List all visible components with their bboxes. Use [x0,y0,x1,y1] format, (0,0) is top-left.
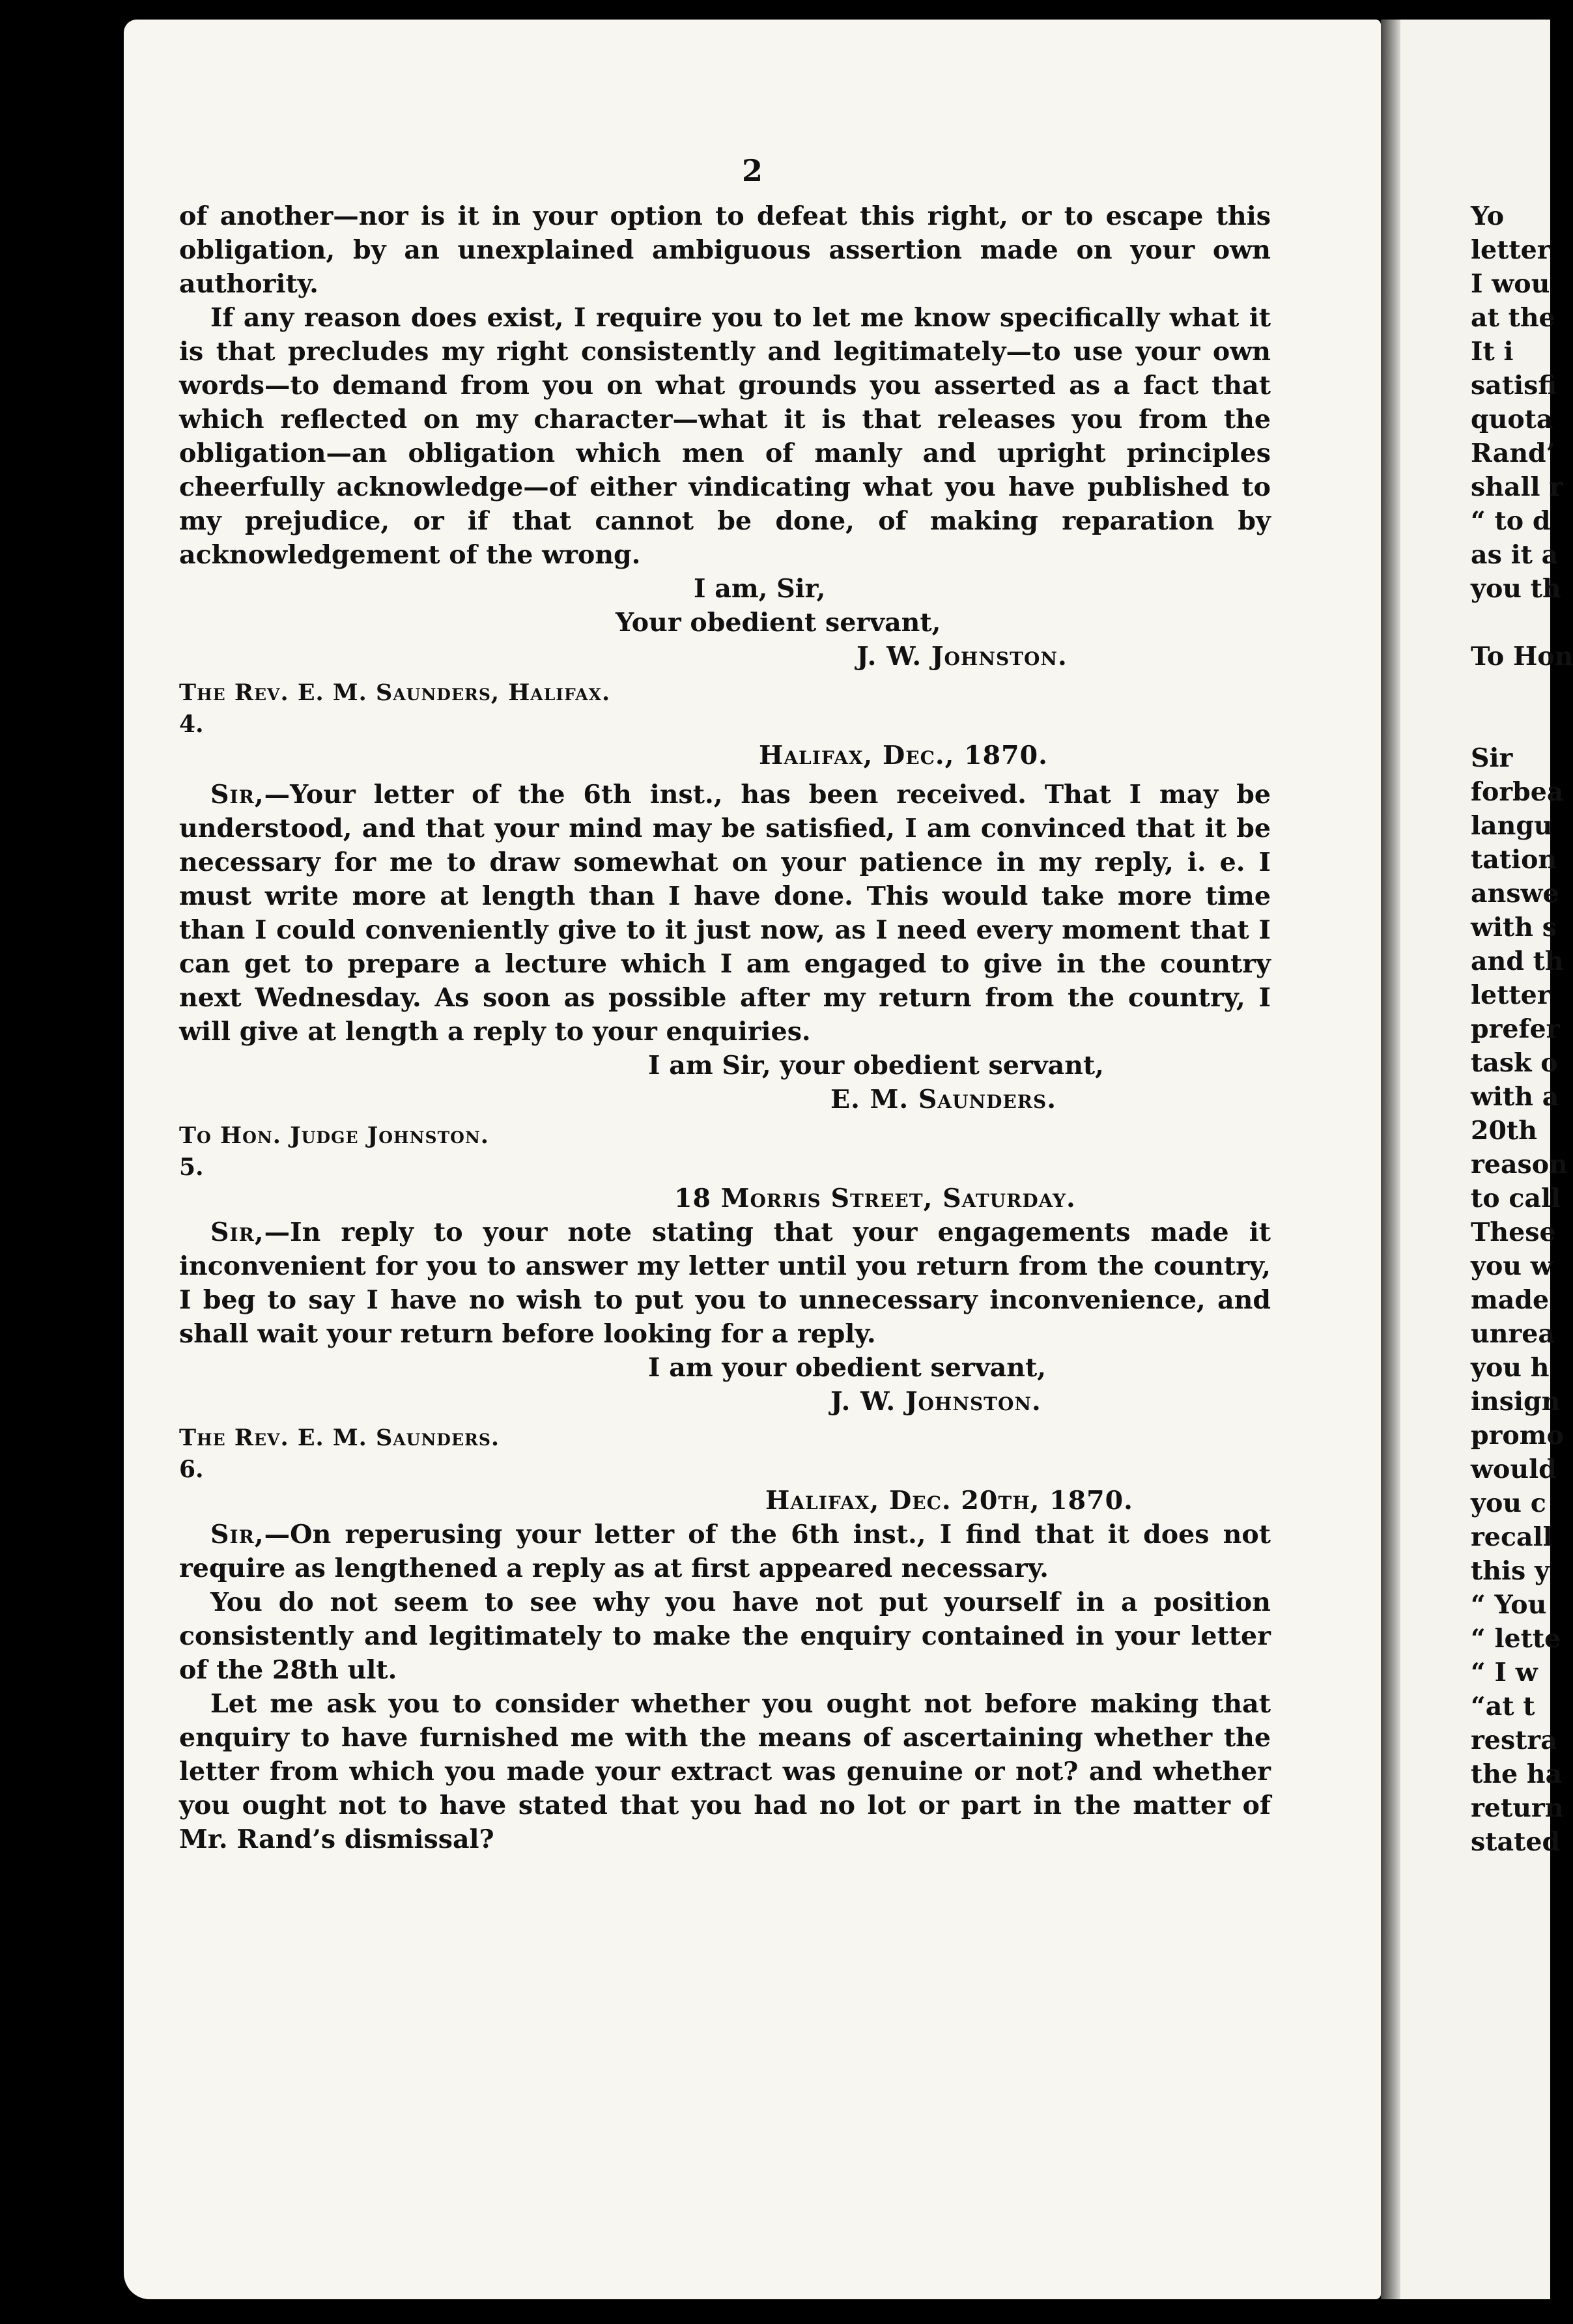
facing-page-line: letter [1471,235,1551,265]
facing-page-line: would [1471,1454,1557,1484]
facing-page-line: reason [1471,1150,1568,1180]
dateline: 18 Morris Street, Saturday. [674,1183,1076,1213]
letter-body-text: —On reperusing your letter of the 6th inst., I find that it does not require as lengthened a reply as at first appeared necessary. [179,1520,1271,1583]
facing-page-line: you th [1471,574,1561,604]
addressee: To Hon. Judge Johnston. [179,1122,489,1149]
facing-page-line: shall r [1471,472,1563,502]
paragraph-if: If any reason does exist, I require you to let me know specifically what it is that precludes my right consistently and legitimately—to use your own words—to demand from you on what grounds you asserted as a fact that which reflected on my character—what it is that releases you from the obligation—an obligation which men of manly and upright principles cheerfully acknowledge—of either vindicating what you have published to my prejudice, or if that cannot be done, of making reparation by acknowledgement of the wrong. [179,303,1271,570]
facing-page-line: insign [1471,1387,1561,1417]
salutation: Sir, [210,1520,264,1550]
book-gutter [1381,20,1400,2299]
facing-page-line: letter [1471,980,1551,1010]
letter-number: 4. [179,711,204,738]
facing-page-line: you w [1471,1251,1553,1281]
closing-line: Your obedient servant, [616,608,941,638]
facing-page-line: stated [1471,1827,1561,1857]
dateline: Halifax, Dec. 20th, 1870. [765,1486,1133,1516]
letter-body: You do not seem to see why you have not put yourself in a position consistently and legitimately to make the enquiry contained in your letter of the 28th ult. [179,1587,1271,1685]
facing-page-line: with s [1471,913,1557,942]
letter-body [179,778,1271,1049]
closing-line: I am your obedient servant, [648,1353,1046,1383]
facing-page-line: promo [1471,1421,1564,1451]
facing-page-line: return [1471,1793,1564,1823]
facing-page-line: quota [1471,404,1553,434]
facing-page-line: made [1471,1285,1550,1315]
facing-page-line: “ You [1471,1590,1547,1620]
letter-body: Let me ask you to consider whether you ought not before making that enquiry to have furnished me with the means of ascertaining whether the letter from which you made your extract was genuine or not? and whether you ought not to have stated that you had no lot or part in the matter of Mr. Rand’s dismissal? [179,1689,1271,1854]
closing-line: I am, Sir, [694,574,826,604]
facing-page-line: answe [1471,879,1559,909]
facing-page-line: tation [1471,845,1557,875]
facing-page-line: These [1471,1217,1556,1247]
signature: J. W. Johnston. [830,1387,1042,1417]
facing-page-line: “at t [1471,1692,1535,1722]
facing-page-line: the ha [1471,1759,1563,1789]
paragraph-continued: of another—nor is it in your option to defeat this right, or to escape this obligation, by an unexplained ambiguous assertion made on your own authority. [179,201,1271,299]
letter-body [179,1215,1271,1351]
facing-page-line: To Hon [1471,642,1573,672]
salutation: Sir, [210,780,264,810]
facing-page-line: Yo [1471,201,1505,231]
facing-page-line: unrea [1471,1319,1555,1349]
facing-page-line [1471,707,1549,741]
dateline: Halifax, Dec., 1870. [759,741,1048,771]
facing-page-line: satisfi [1471,371,1557,401]
facing-page-line: you h [1471,1353,1550,1383]
facing-page-line: “ I w [1471,1658,1538,1688]
facing-page-line: It i [1471,337,1514,367]
page-content [179,199,1271,1856]
facing-page-line: to call [1471,1183,1561,1213]
letter-number: 6. [179,1456,204,1483]
facing-page-line: this y [1471,1556,1550,1586]
signature: J. W. Johnston. [857,642,1068,672]
facing-page-line: at the [1471,303,1555,333]
facing-page-line: with a [1471,1082,1559,1112]
facing-page-line [1471,606,1549,640]
letter-body [179,1518,1271,1585]
letter-body-text: —In reply to your note stating that your engagements made it inconvenient for you to answer my letter until you return from the country, I beg to say I have no wish to put you to unnecessary inconvenience, and shall wait your return before looking for a reply. [179,1217,1271,1349]
facing-page-line: and th [1471,946,1564,976]
facing-page-line: “ to d [1471,506,1551,536]
facing-page-line: Sir [1471,743,1513,773]
facing-page-line: “ lette [1471,1624,1561,1654]
facing-page-line: you c [1471,1488,1546,1518]
salutation: Sir, [210,1217,264,1247]
facing-page-line: as it a [1471,540,1559,570]
addressee: The Rev. E. M. Saunders. [179,1424,500,1451]
facing-page-line: task o [1471,1048,1558,1078]
facing-page-line: 20th [1471,1116,1537,1146]
letter-body-text: —Your letter of the 6th inst., has been received. That I may be understood, and that your mind may be satisfied, I am convinced that it be necessary for me to draw somewhat on your patience in my reply, i. e. I must write more at length than I have done. This would take more time than I could conveniently give to it just now, as I need every moment that I can get to prepare a lecture which I am engaged to give in the country next Wednesday. As soon as possible after my return from the country, I will give at length a reply to your enquiries. [179,780,1271,1047]
closing-line: I am Sir, your obedient servant, [648,1051,1104,1081]
facing-page-line: forbea [1471,777,1564,807]
facing-page-line: prefer [1471,1014,1560,1044]
facing-page-line: recall [1471,1522,1553,1552]
facing-page-line: langu [1471,811,1553,841]
facing-page-text [1471,199,1573,1859]
letter-number: 5. [179,1154,204,1181]
facing-page-line [1471,673,1549,707]
page-number: 2 [741,153,763,188]
facing-page-line: Rand’ [1471,438,1555,468]
addressee: The Rev. E. M. Saunders, Halifax. [179,679,611,706]
facing-page-line: restra [1471,1725,1557,1755]
facing-page-line: I wou [1471,269,1550,299]
signature: E. M. Saunders. [830,1084,1056,1114]
